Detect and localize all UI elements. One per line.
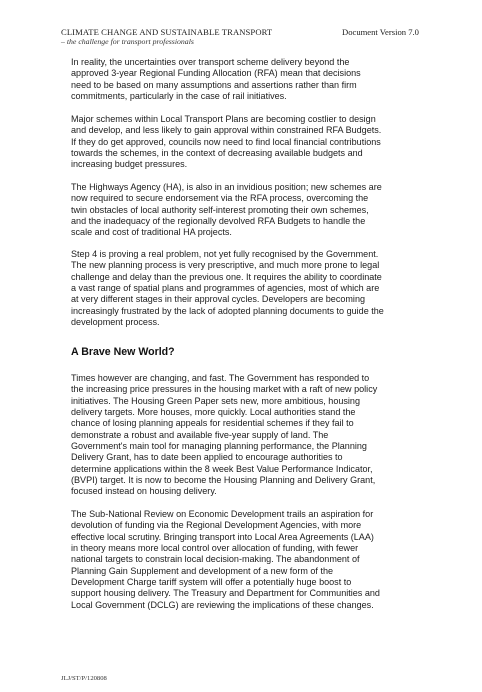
text-line: demonstrate a robust and available five-year supply of land. The (71, 429, 329, 440)
text-line: approved 3-year Regional Funding Allocation (RFA) mean that decisions (71, 68, 361, 79)
text-line: Development Charge tariff system will offer a potentially huge boost to (71, 577, 352, 588)
text-line: towards the schemes, in the context of decreasing available budgets and (71, 148, 363, 159)
paragraph-highways-agency (71, 182, 416, 239)
text-line: focused instead on housing delivery. (71, 486, 217, 497)
text-line: increasing budget pressures. (71, 159, 188, 170)
text-line: need to be based on many assumptions and assertions rather than firm (71, 79, 357, 90)
text-line: Delivery Grant, has to date been applied to encourage authorities to (71, 452, 343, 463)
text-line: scale and cost of traditional HA projects. (71, 227, 232, 238)
text-line: The Sub-National Review on Economic Development trails an aspiration for (71, 509, 374, 519)
text-line: in theory means more local control over allocation of funding, with fewer (71, 543, 359, 554)
text-line: development process. (71, 317, 160, 328)
text-line: and the inadequacy of the regionally devolved RFA Budgets to handle the (71, 216, 366, 227)
text-line: national targets to constrain local decision-making. The abandonment of (71, 554, 360, 565)
text-line: In reality, the uncertainties over transport scheme delivery beyond the (71, 57, 350, 67)
header-title: CLIMATE CHANGE AND SUSTAINABLE TRANSPORT (61, 27, 273, 37)
text-line: delivery targets. More houses, more quickly. Local authorities stand the (71, 407, 356, 418)
text-line: initiatives. The Housing Green Paper sets new, more ambitious, housing (71, 395, 360, 406)
text-line: Step 4 is proving a real problem, not yet fully recognised by the Government. (71, 249, 379, 259)
text-line: The Highways Agency (HA), is also in an invidious position; new schemes are (71, 182, 382, 192)
text-line: chance of losing planning appeals for residential schemes if they fail to (71, 418, 354, 429)
text-line: Major schemes within Local Transport Plans are becoming costlier to design (71, 114, 376, 124)
paragraph-rfa-uncertainty (71, 57, 416, 102)
text-line: Government's main tool for managing planning performance, the Planning (71, 441, 367, 452)
text-line: Planning Gain Supplement and development of a new form of the (71, 565, 334, 576)
paragraph-sub-national-review (71, 509, 416, 611)
text-line: Local Government (DCLG) are reviewing the implications of these changes. (71, 599, 374, 610)
text-line: (BVPI) target. It is now to become the Housing Planning and Delivery Grant, (71, 475, 376, 486)
header-subtitle: – the challenge for transport professionals (61, 37, 194, 46)
paragraph-major-schemes (71, 114, 416, 171)
paragraph-step-4 (71, 249, 416, 328)
footer-document-code: JLJ/ST/P/120808 (61, 675, 107, 682)
text-line: The new planning process is very prescriptive, and much more prone to legal (71, 260, 380, 271)
paragraph-times-changing (71, 373, 416, 498)
text-line: commitments, particularly in the case of rail initiatives. (71, 91, 287, 102)
text-line: devolution of funding via the Regional Development Agencies, with more (71, 520, 362, 531)
text-line: a vast range of spatial plans and programmes of agencies, most of which are (71, 283, 380, 294)
text-line: challenge and delay than the previous one. It requires the ability to coordinate (71, 271, 382, 282)
text-line: at very different stages in their approval cycles. Developers are becoming (71, 294, 366, 305)
header-version: Document Version 7.0 (342, 27, 419, 37)
text-line: support housing delivery. The Treasury and Department for Communities and (71, 588, 380, 599)
text-line: If they do get approved, councils now need to find local financial contributions (71, 136, 381, 147)
text-line: twin obstacles of local authority self-interest promoting their own schemes, (71, 204, 369, 215)
text-line: the increasing price pressures in the housing market with a raft of new policy (71, 384, 378, 395)
text-line: now required to secure endorsement via the RFA process, overcoming the (71, 193, 369, 204)
text-line: and develop, and less likely to gain approval within constrained RFA Budgets. (71, 125, 382, 136)
section-heading: A Brave New World? (71, 346, 175, 358)
text-line: Times however are changing, and fast. The Government has responded to (71, 373, 370, 383)
text-line: effective local scrutiny. Bringing transport into Local Area Agreements (LAA) (71, 531, 374, 542)
text-line: increasingly frustrated by the lack of adopted planning documents to guide the (71, 305, 384, 316)
text-line: determine applications within the 8 week Best Value Performance Indicator, (71, 463, 373, 474)
